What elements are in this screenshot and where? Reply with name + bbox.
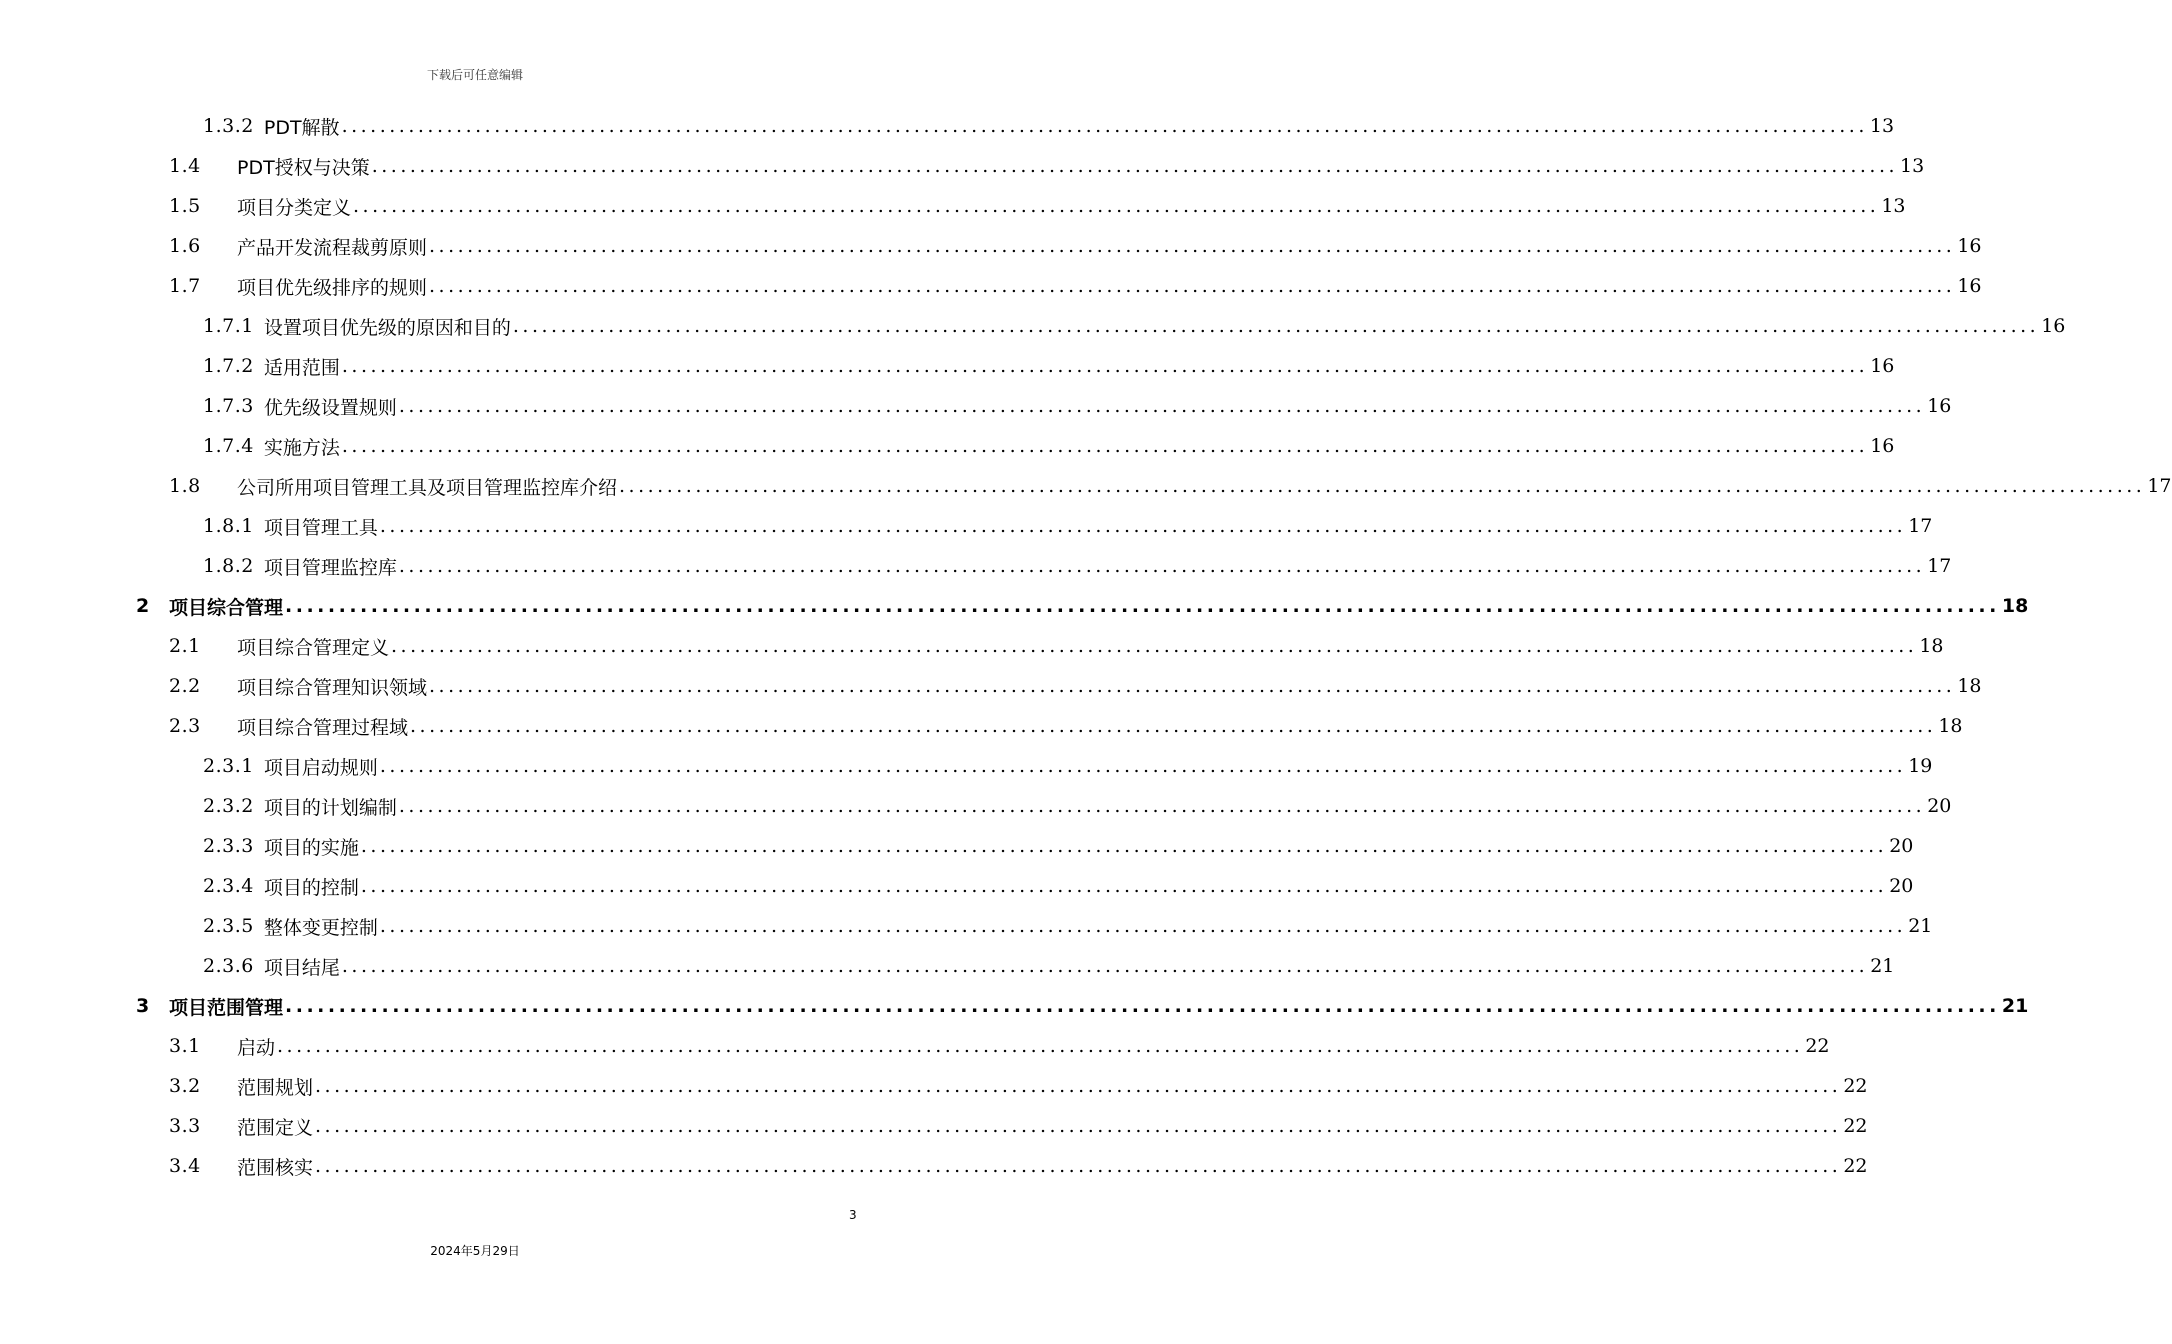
toc-dot-leader: ................................................................................................................................................................ <box>341 355 1869 377</box>
toc-entry-page: 18 <box>2001 595 2029 617</box>
toc-dot-leader: ................................................................................................................................................................ <box>315 1075 1842 1097</box>
toc-entry-page: 17 <box>2147 475 2172 497</box>
toc-entry-number: 2.3.2 <box>203 795 254 817</box>
toc-entry[interactable] <box>136 586 2029 626</box>
toc-entry-page: 16 <box>2041 315 2066 337</box>
toc-entry-number: 1.7.1 <box>203 315 254 337</box>
toc-entry[interactable] <box>169 466 2172 506</box>
toc-entry-number: 1.7.4 <box>203 435 254 457</box>
toc-entry-number: 1.7.3 <box>203 395 254 417</box>
toc-entry-number: 3 <box>136 995 150 1017</box>
toc-entry-page: 22 <box>1805 1035 1830 1057</box>
toc-entry-title: 项目综合管理 <box>169 596 284 619</box>
toc-entry[interactable] <box>169 146 1925 186</box>
toc-entry[interactable] <box>203 426 1895 466</box>
toc-entry[interactable] <box>203 386 1952 426</box>
toc-entry-number: 1.8 <box>169 475 201 497</box>
toc-entry-page: 20 <box>1889 875 1914 897</box>
toc-entry-title: 项目的控制 <box>263 876 359 899</box>
toc-entry-page: 19 <box>1908 755 1933 777</box>
toc-entry-page: 20 <box>1889 835 1914 857</box>
toc-dot-leader: ................................................................................................................................................................ <box>341 115 1868 137</box>
toc-dot-leader: ................................................................................................................................................................ <box>315 1155 1842 1177</box>
toc-entry[interactable] <box>203 506 1933 546</box>
toc-entry-title: 项目综合管理定义 <box>237 636 390 659</box>
toc-entry-title: 项目的实施 <box>263 836 359 859</box>
toc-entry-title: PDT授权与决策 <box>237 156 370 179</box>
toc-entry-page: 18 <box>1957 675 1982 697</box>
toc-entry[interactable] <box>203 826 1914 866</box>
toc-entry[interactable] <box>203 786 1952 826</box>
toc-entry-number: 3.1 <box>169 1035 201 1057</box>
toc-entry-title: 整体变更控制 <box>263 916 378 939</box>
toc-entry-title: 公司所用项目管理工具及项目管理监控库介绍 <box>237 476 618 499</box>
toc-entry[interactable] <box>203 746 1933 786</box>
toc-entry-title: 设置项目优先级的原因和目的 <box>263 316 511 339</box>
toc-entry-title: 范围定义 <box>237 1116 314 1139</box>
toc-dot-leader: ................................................................................................................................................................ <box>429 675 1956 697</box>
toc-entry-number: 2.1 <box>169 635 201 657</box>
toc-entry[interactable] <box>169 706 1963 746</box>
toc-entry-title: 实施方法 <box>263 436 340 459</box>
toc-dot-leader: ................................................................................................................................................................ <box>353 195 1880 217</box>
toc-entry-page: 18 <box>1938 715 1963 737</box>
toc-dot-leader: ................................................................................................................................................................ <box>391 635 1918 657</box>
toc-entry-number: 1.7.2 <box>203 355 254 377</box>
toc-entry-title: PDT解散 <box>263 116 340 139</box>
toc-entry[interactable] <box>203 906 1933 946</box>
toc-dot-leader: ................................................................................................................................................................ <box>341 955 1869 977</box>
toc-entry[interactable] <box>203 306 2066 346</box>
toc-entry-title: 项目范围管理 <box>169 996 284 1019</box>
toc-dot-leader: ................................................................................................................................................................ <box>398 395 1926 417</box>
toc-dot-leader: ................................................................................................................................................................ <box>285 595 2000 617</box>
toc-entry-page: 16 <box>1870 435 1895 457</box>
toc-entry-number: 1.8.2 <box>203 555 254 577</box>
toc-dot-leader: ................................................................................................................................................................ <box>410 715 1937 737</box>
toc-entry-number: 2.3.3 <box>203 835 254 857</box>
toc-entry-number: 2.3.1 <box>203 755 254 777</box>
toc-entry-page: 17 <box>1908 515 1933 537</box>
toc-entry-page: 16 <box>1957 235 1982 257</box>
page-footer-date: 2024年5月29日 <box>430 1244 520 1258</box>
toc-entry-number: 1.7 <box>169 275 201 297</box>
toc-entry[interactable] <box>203 866 1914 906</box>
toc-dot-leader: ................................................................................................................................................................ <box>619 475 2146 497</box>
toc-entry[interactable] <box>169 186 1906 226</box>
toc-entry-page: 18 <box>1919 635 1944 657</box>
toc-entry-number: 2.3.4 <box>203 875 254 897</box>
toc-dot-leader: ................................................................................................................................................................ <box>512 315 2040 337</box>
toc-entry-page: 13 <box>1881 195 1906 217</box>
toc-entry-title: 项目综合管理过程域 <box>237 716 409 739</box>
toc-dot-leader: ................................................................................................................................................................ <box>360 835 1888 857</box>
toc-entry-page: 21 <box>1870 955 1895 977</box>
toc-entry-number: 1.6 <box>169 235 201 257</box>
toc-entry[interactable] <box>136 986 2029 1026</box>
toc-entry-title: 范围核实 <box>237 1156 314 1179</box>
toc-entry-number: 3.2 <box>169 1075 201 1097</box>
toc-entry-title: 产品开发流程裁剪原则 <box>237 236 428 259</box>
toc-entry[interactable] <box>169 1146 1868 1186</box>
toc-entry-title: 优先级设置规则 <box>263 396 397 419</box>
toc-entry-number: 1.5 <box>169 195 201 217</box>
toc-entry-page: 16 <box>1870 355 1895 377</box>
toc-entry[interactable] <box>169 1106 1868 1146</box>
toc-dot-leader: ................................................................................................................................................................ <box>315 1115 1842 1137</box>
toc-dot-leader: ................................................................................................................................................................ <box>429 235 1956 257</box>
toc-entry-number: 2.3.6 <box>203 955 254 977</box>
toc-entry-page: 16 <box>1957 275 1982 297</box>
toc-entry-number: 1.4 <box>169 155 201 177</box>
toc-dot-leader: ................................................................................................................................................................ <box>277 1035 1804 1057</box>
toc-entry[interactable] <box>203 346 1895 386</box>
toc-entry-page: 20 <box>1927 795 1952 817</box>
toc-entry-title: 项目启动规则 <box>263 756 378 779</box>
toc-entry-page: 21 <box>2001 995 2029 1017</box>
toc-entry[interactable] <box>203 106 1895 146</box>
toc-entry-title: 范围规划 <box>237 1076 314 1099</box>
toc-entry[interactable] <box>169 266 1982 306</box>
page-header: 下载后可任意编辑 <box>426 68 523 82</box>
toc-entry-title: 适用范围 <box>263 356 340 379</box>
toc-entry-page: 13 <box>1900 155 1925 177</box>
toc-entry-title: 启动 <box>237 1036 276 1059</box>
toc-entry-page: 16 <box>1927 395 1952 417</box>
toc-entry-title: 项目优先级排序的规则 <box>237 276 428 299</box>
page-number: 3 <box>849 1208 857 1222</box>
toc-entry-number: 1.8.1 <box>203 515 254 537</box>
toc-entry-title: 项目的计划编制 <box>263 796 397 819</box>
toc-dot-leader: ................................................................................................................................................................ <box>285 995 2000 1017</box>
toc-entry-title: 项目管理工具 <box>263 516 378 539</box>
toc-dot-leader: ................................................................................................................................................................ <box>429 275 1956 297</box>
toc-entry[interactable] <box>169 626 1944 666</box>
toc-dot-leader: ................................................................................................................................................................ <box>341 435 1869 457</box>
toc-entry[interactable] <box>203 546 1952 586</box>
toc-entry[interactable] <box>169 1026 1830 1066</box>
toc-dot-leader: ................................................................................................................................................................ <box>398 795 1926 817</box>
toc-entry-title: 项目结尾 <box>263 956 340 979</box>
toc-entry-page: 22 <box>1843 1115 1868 1137</box>
toc-dot-leader: ................................................................................................................................................................ <box>398 555 1926 577</box>
toc-entry-number: 2.3.5 <box>203 915 254 937</box>
toc-entry-page: 17 <box>1927 555 1952 577</box>
toc-entry[interactable] <box>169 226 1982 266</box>
toc-entry-number: 1.3.2 <box>203 115 254 137</box>
toc-entry-title: 项目综合管理知识领域 <box>237 676 428 699</box>
toc-dot-leader: ................................................................................................................................................................ <box>379 755 1907 777</box>
toc-entry-page: 22 <box>1843 1075 1868 1097</box>
toc-entry-page: 13 <box>1869 115 1895 137</box>
toc-entry-number: 3.4 <box>169 1155 201 1177</box>
toc-entry-page: 22 <box>1843 1155 1868 1177</box>
toc-dot-leader: ................................................................................................................................................................ <box>379 515 1907 537</box>
toc-entry-title: 项目管理监控库 <box>263 556 397 579</box>
toc-entry-number: 2.2 <box>169 675 201 697</box>
toc-entry-number: 2.3 <box>169 715 201 737</box>
toc-dot-leader: ................................................................................................................................................................ <box>379 915 1907 937</box>
toc-entry[interactable] <box>203 946 1895 986</box>
toc-entry-page: 21 <box>1908 915 1933 937</box>
toc-dot-leader: ................................................................................................................................................................ <box>360 875 1888 897</box>
toc-entry[interactable] <box>169 666 1982 706</box>
toc-entry-number: 2 <box>136 595 150 617</box>
toc-entry[interactable] <box>169 1066 1868 1106</box>
toc-entry-title: 项目分类定义 <box>237 196 352 219</box>
toc-entry-number: 3.3 <box>169 1115 201 1137</box>
toc-dot-leader: ................................................................................................................................................................ <box>371 155 1899 177</box>
